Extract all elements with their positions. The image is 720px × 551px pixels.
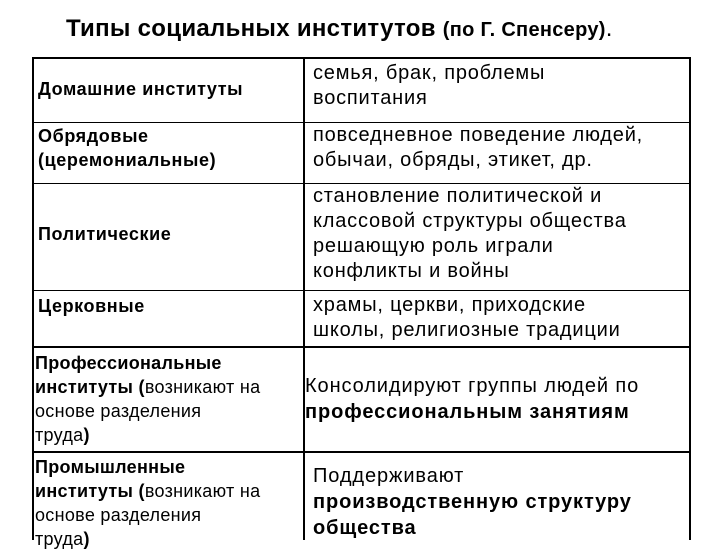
cell-fragment: институты (: [35, 377, 145, 397]
table-rule: [32, 451, 690, 453]
cell-line: воспитания: [313, 87, 428, 109]
table-rule: [32, 57, 34, 540]
cell-line: Церковные: [38, 296, 145, 316]
cell-line: общества: [313, 517, 417, 539]
cell-line: производственную структуру: [313, 491, 632, 513]
cell-line: семья, брак, проблемы: [313, 62, 546, 84]
cell-fragment: ): [83, 425, 90, 445]
row-industrial-desc: [305, 463, 632, 541]
table-rule: [32, 290, 690, 291]
cell-line: обычаи, обряды, этикет, др.: [313, 149, 593, 171]
cell-line: профессиональным занятиям: [305, 401, 630, 423]
cell-fragment: ): [83, 529, 90, 549]
table-rule: [32, 346, 690, 348]
cell-line: классовой структуры общества: [313, 210, 627, 232]
title-period: .: [605, 15, 613, 42]
cell-fragment: возникают на: [144, 481, 261, 501]
cell-line: решающую роль играли: [313, 235, 554, 257]
cell-fragment: возникают на: [144, 377, 261, 397]
cell-line: повседневное поведение людей,: [313, 124, 644, 146]
row-professional-desc: [305, 373, 639, 425]
cell-line: Профессиональные: [35, 353, 222, 373]
cell-line: конфликты и войны: [313, 260, 510, 282]
title-author: (по Г. Спенсеру): [442, 19, 606, 41]
cell-line: Консолидируют группы людей по: [305, 375, 640, 397]
row-church-desc: [313, 293, 621, 343]
row-industrial-name: [35, 455, 260, 551]
title-main: Типы социальных институтов: [66, 15, 436, 42]
cell-line: школы, религиозные традиции: [313, 319, 621, 341]
table-rule: [32, 57, 690, 59]
cell-fragment: труда: [35, 425, 84, 445]
cell-line: основе разделения: [35, 401, 202, 421]
row-church-name: [38, 294, 145, 318]
cell-fragment: труда: [35, 529, 84, 549]
cell-line: Обрядовые: [38, 126, 149, 146]
cell-line: становление политической и: [313, 185, 603, 207]
row-political-desc: [313, 184, 627, 284]
cell-line: храмы, церкви, приходские: [313, 294, 586, 316]
cell-line: Промышленные: [35, 457, 186, 477]
row-domestic-desc: [313, 61, 545, 111]
row-ceremonial-desc: [313, 123, 643, 173]
cell-line: Домашние институты: [38, 79, 244, 99]
row-professional-name: [35, 351, 260, 447]
row-political-name: [38, 222, 171, 246]
row-ceremonial-name: [38, 124, 216, 172]
cell-line: Поддерживают: [313, 465, 465, 487]
cell-line: Политические: [38, 224, 172, 244]
cell-fragment: институты (: [35, 481, 145, 501]
cell-line: основе разделения: [35, 505, 202, 525]
row-domestic-name: [38, 77, 243, 101]
table-rule: [689, 57, 691, 540]
cell-line: (церемониальные): [38, 150, 217, 170]
